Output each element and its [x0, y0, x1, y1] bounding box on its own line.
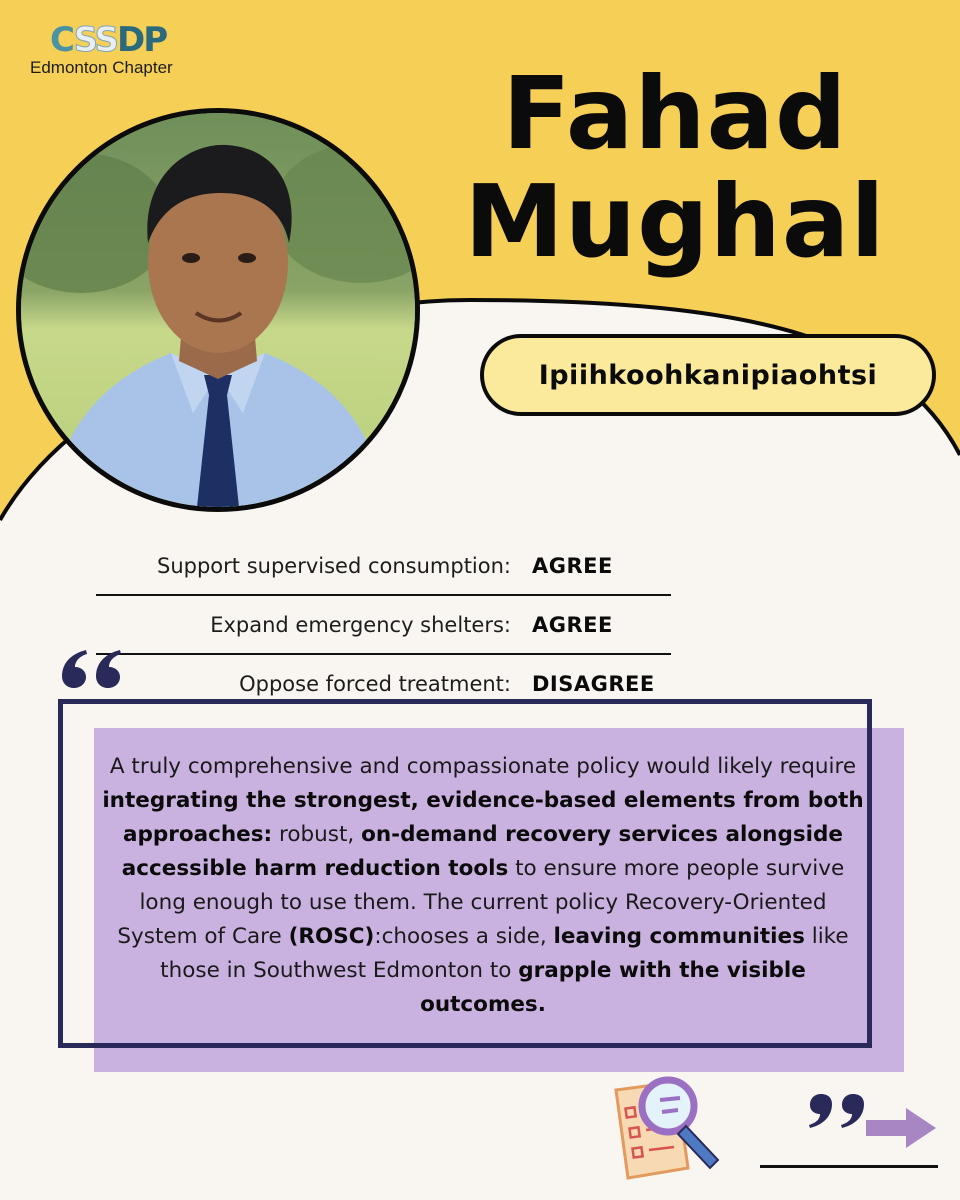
quote-segment: :chooses a side,: [374, 924, 554, 949]
candidate-first-name: Fahad: [502, 55, 848, 172]
logo-letters-ss: SS: [73, 20, 118, 60]
logo-letters-dp: DP: [117, 20, 167, 60]
position-answer: AGREE: [532, 613, 613, 637]
logo-mark: [50, 20, 166, 60]
quote-emphasis: grapple with the visible outcomes.: [420, 958, 806, 1017]
position-answer: DISAGREE: [532, 672, 655, 696]
position-question: Expand emergency shelters:: [210, 613, 511, 637]
position-row: [96, 554, 671, 612]
document-magnifier-icon: [606, 1072, 736, 1184]
quote-segment: A truly comprehensive and compassionate policy would likely require: [109, 754, 857, 779]
left-eye: [182, 253, 200, 263]
close-quote-icon: [806, 1092, 868, 1130]
position-row: [96, 613, 671, 671]
position-question: Oppose forced treatment:: [239, 672, 511, 696]
position-answer: AGREE: [532, 554, 613, 578]
candidate-last-name: Mughal: [464, 163, 886, 280]
divider: [96, 594, 671, 596]
right-eye: [238, 253, 256, 263]
logo-subtitle: Edmonton Chapter: [30, 58, 173, 77]
position-question: Support supervised consumption:: [157, 554, 511, 578]
portrait-illustration: [21, 113, 415, 507]
quote-segment: robust,: [272, 822, 362, 847]
quote-emphasis: leaving communities: [553, 924, 805, 949]
footer-divider: [760, 1165, 938, 1168]
candidate-portrait: [16, 108, 420, 512]
arrow-right-icon: [864, 1106, 938, 1150]
candidate-name: [440, 55, 910, 280]
quote-emphasis: (ROSC): [288, 924, 375, 949]
logo-letter-c: C: [50, 20, 74, 60]
quote-emphasis: on-demand recovery services alongside accessible harm reduction tools: [121, 822, 844, 881]
quote-segment: to ensure more people survive long enough to use them. The current policy Recovery-Oriented System of Care: [117, 856, 845, 949]
cssdp-logo: [30, 20, 230, 80]
quote-emphasis: integrating the strongest, evidence-based elements from both approaches:: [102, 788, 864, 847]
candidate-title-pill: Ipiihkoohkanipiaohtsi: [480, 334, 936, 416]
quote-segment: like those in Southwest Edmonton to: [160, 924, 849, 983]
quote-text: [98, 750, 868, 1022]
divider: [96, 653, 671, 655]
open-quote-icon: [60, 648, 126, 690]
